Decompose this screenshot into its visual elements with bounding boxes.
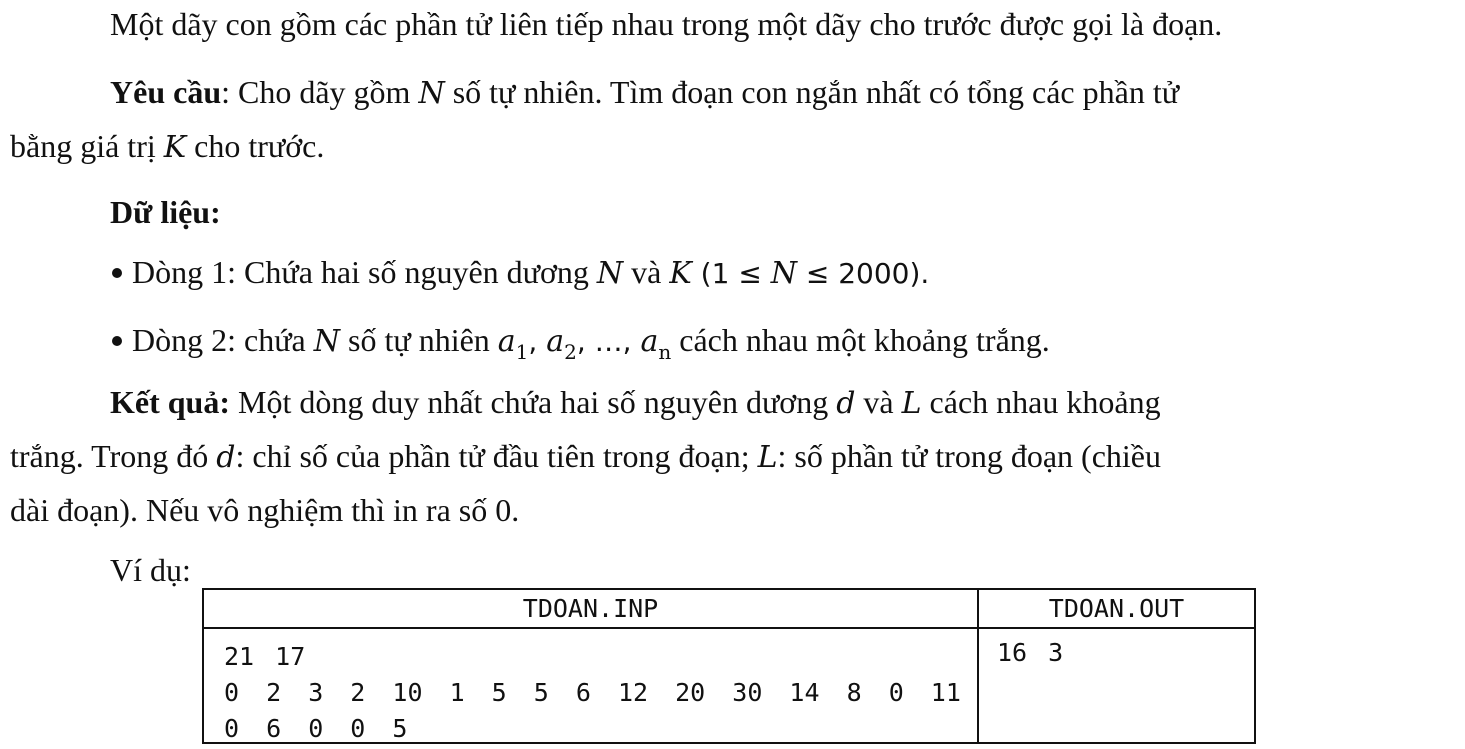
var-l: L — [901, 386, 922, 421]
bullet-icon — [112, 336, 122, 346]
input-bullet-2 — [112, 320, 1050, 364]
bullet-icon — [112, 268, 122, 278]
output-text-b: và — [855, 384, 902, 420]
output-text-g: dài đoạn). Nếu vô nghiệm thì in ra số 0. — [10, 492, 520, 528]
seq-an: $a_n$ — [640, 324, 672, 364]
intro-text: Một dãy con gồm các phần tử liên tiếp nhau trong một dãy cho trước được gọi là đoạn. — [110, 6, 1223, 42]
seq-ellipsis: , …, — [576, 325, 641, 358]
table-header-output: TDOAN.OUT — [1048, 594, 1185, 623]
requirement-line-1 — [110, 72, 1179, 114]
bullet1-text-b: và — [623, 254, 670, 290]
example-label — [110, 550, 191, 590]
output-text-e: : chỉ số của phần tử đầu tiên trong đoạn; — [235, 438, 758, 474]
var-n: N — [313, 324, 340, 359]
output-line-2 — [10, 436, 1161, 478]
input-heading — [110, 192, 221, 232]
var-l: L — [757, 440, 778, 475]
output-line-3 — [10, 490, 519, 530]
output-text-f: : số phần tử trong đoạn (chiều — [777, 438, 1161, 474]
output-text-a: Một dòng duy nhất chứa hai số nguyên dương — [230, 384, 837, 420]
var-k: K — [669, 256, 692, 291]
bullet1-text-a: Dòng 1: Chứa hai số nguyên dương — [132, 254, 597, 290]
requirement-label: Yêu cầu — [110, 74, 222, 110]
output-line: 16 3 — [997, 638, 1064, 667]
bullet2-text-a: Dòng 2: chứa — [132, 322, 314, 358]
table-header-row — [204, 590, 1254, 629]
constraint-var: N — [770, 256, 797, 291]
output-text-d: trắng. Trong đó — [10, 438, 217, 474]
input-line-2: 0 2 3 2 10 1 5 5 6 12 20 30 14 8 0 11 — [224, 678, 961, 707]
seq-a1: $a_1$ — [497, 324, 529, 364]
constraint-open: (1 ≤ — [691, 257, 771, 290]
table-column-divider — [977, 590, 979, 742]
input-heading-text: Dữ liệu: — [110, 194, 221, 230]
input-line-3: 0 6 0 0 5 — [224, 714, 408, 743]
output-line-1 — [110, 382, 1161, 424]
requirement-text-d: cho trước. — [186, 128, 325, 164]
table-header-input: TDOAN.INP — [522, 594, 659, 623]
output-text-c: cách nhau khoảng — [921, 384, 1161, 420]
var-k: K — [163, 130, 187, 165]
bullet2-text-b: số tự nhiên — [340, 322, 498, 358]
requirement-text-a: : Cho dãy gồm — [221, 74, 419, 110]
requirement-text-b: số tự nhiên. Tìm đoạn con ngắn nhất có tổng các phần tử — [444, 74, 1180, 110]
requirement-line-2 — [10, 126, 324, 168]
constraint-close: ≤ 2000). — [796, 257, 930, 290]
var-d: d — [216, 440, 236, 475]
var-d: d — [836, 386, 856, 421]
intro-paragraph — [110, 4, 1222, 44]
example-table — [202, 588, 1256, 744]
input-bullet-1 — [112, 252, 929, 294]
var-n: N — [596, 256, 624, 291]
output-label: Kết quả: — [110, 384, 230, 420]
bullet2-text-c: cách nhau một khoảng trắng. — [671, 322, 1050, 358]
seq-sep: , — [528, 325, 547, 358]
input-line-1: 21 17 — [224, 642, 306, 671]
requirement-text-c: bằng giá trị — [10, 128, 164, 164]
var-n: N — [418, 76, 445, 111]
seq-a2: $a_2$ — [546, 324, 577, 364]
example-label-text: Ví dụ: — [110, 552, 191, 588]
